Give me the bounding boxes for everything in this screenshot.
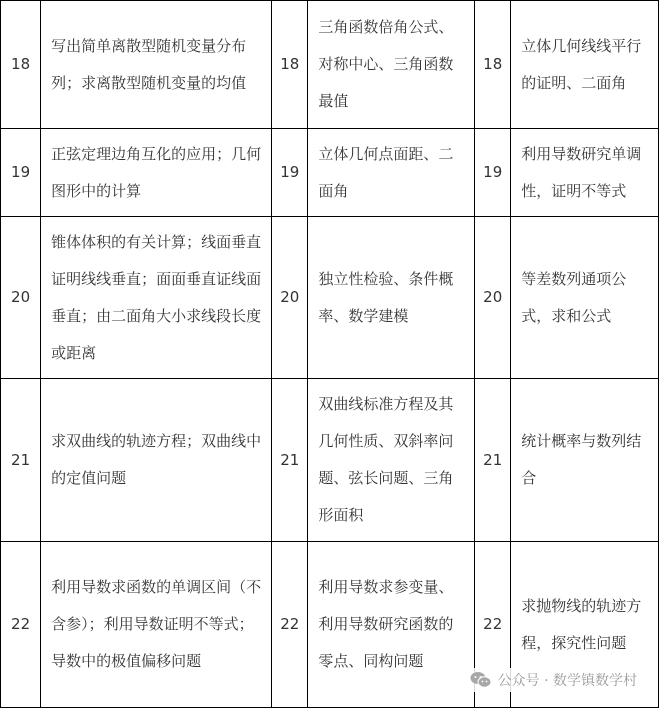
question-number: 21: [272, 379, 308, 542]
topic-cell: 独立性检验、条件概率、数学建模: [308, 217, 475, 379]
question-number: 19: [475, 129, 511, 217]
question-number: 21: [475, 379, 511, 542]
topic-cell: 等差数列通项公式，求和公式: [511, 217, 659, 379]
topic-cell: 利用导数求参变量、利用导数研究函数的零点、同构问题: [308, 542, 475, 708]
topic-cell: 写出简单离散型随机变量分布列；求离散型随机变量的均值: [41, 1, 272, 129]
topic-cell: 锥体体积的有关计算；线面垂直证明线线垂直；面面垂直证线面垂直；由二面角大小求线段长度或距离: [41, 217, 272, 379]
question-number: 22: [272, 542, 308, 708]
question-number: 18: [272, 1, 308, 129]
table-row: [1, 379, 659, 542]
question-number: 20: [475, 217, 511, 379]
topic-cell: 三角函数倍角公式、对称中心、三角函数最值: [308, 1, 475, 129]
topic-cell: 求抛物线的轨迹方程，探究性问题: [511, 542, 659, 708]
wechat-icon: [470, 671, 492, 689]
question-number: 20: [272, 217, 308, 379]
question-number: 22: [1, 542, 41, 708]
table-row: [1, 129, 659, 217]
table-row: [1, 217, 659, 379]
topic-cell: 立体几何线线平行的证明、二面角: [511, 1, 659, 129]
watermark-text: 公众号 · 数学镇数学村: [497, 673, 637, 689]
topic-cell: 双曲线标准方程及其几何性质、双斜率问题、弦长问题、三角形面积: [308, 379, 475, 542]
question-number: 19: [1, 129, 41, 217]
question-number: 19: [272, 129, 308, 217]
topic-cell: 利用导数研究单调性，证明不等式: [511, 129, 659, 217]
question-number: 18: [1, 1, 41, 129]
question-number: 18: [475, 1, 511, 129]
table-row: [1, 1, 659, 129]
topic-cell: 求双曲线的轨迹方程；双曲线中的定值问题: [41, 379, 272, 542]
account-watermark: [466, 668, 641, 692]
question-number: 20: [1, 217, 41, 379]
topic-cell: 正弦定理边角互化的应用；几何图形中的计算: [41, 129, 272, 217]
topic-cell: 统计概率与数列结合: [511, 379, 659, 542]
question-number: 22: [475, 542, 511, 708]
topic-cell: 利用导数求函数的单调区间（不含参）；利用导数证明不等式；导数中的极值偏移问题: [41, 542, 272, 708]
topic-cell: 立体几何点面距、二面角: [308, 129, 475, 217]
question-number: 21: [1, 379, 41, 542]
